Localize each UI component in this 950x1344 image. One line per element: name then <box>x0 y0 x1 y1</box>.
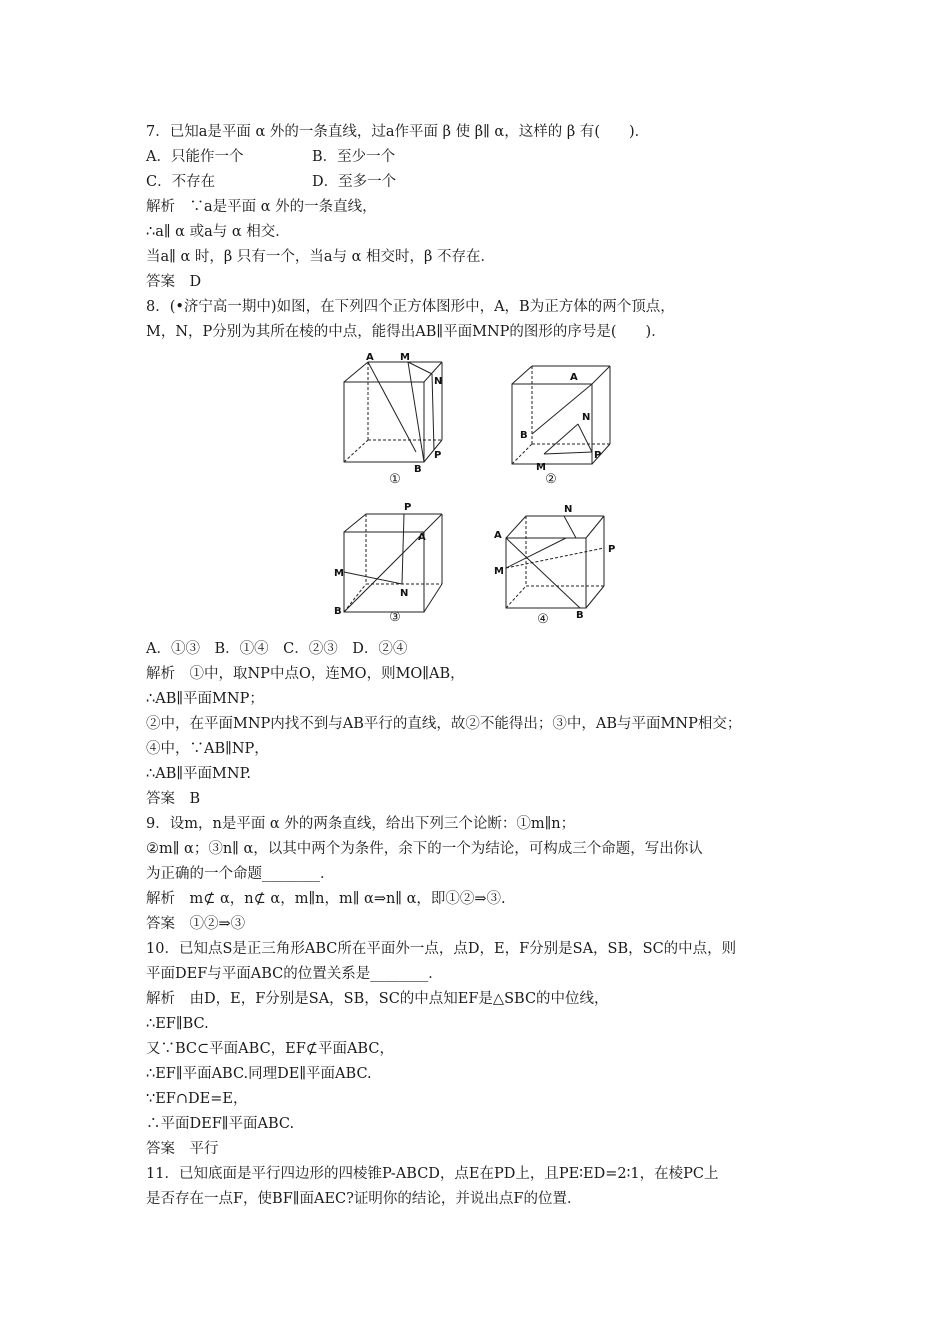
q8-solution-3: ②中，在平面MNP内找不到与AB平行的直线，故②不能得出；③中，AB与平面MNP相交； <box>146 716 742 732</box>
label-p: P <box>608 544 616 555</box>
q11-stem-2: 是否存在一点F，使BF∥面AEC?证明你的结论，并说出点F的位置． <box>146 1191 582 1207</box>
figure-number-2: ② <box>545 472 557 487</box>
q7-answer: 答案 D <box>146 274 202 290</box>
label-m: M <box>536 462 546 473</box>
q8-stem-1: 8．(•济宁高一期中)如图，在下列四个正方体图形中，A，B为正方体的两个顶点， <box>146 299 675 315</box>
label-p: P <box>404 502 412 513</box>
q10-solution-1: 解析 由D，E，F分别是SA，SB，SC的中点知EF是△SBC的中位线， <box>146 991 609 1007</box>
label-b: B <box>520 430 528 441</box>
label-a: A <box>366 352 374 363</box>
label-p: P <box>434 450 442 461</box>
q7-option-a: A．只能作一个 <box>146 149 244 165</box>
q7-solution-1: 解析 ∵a是平面 α 外的一条直线， <box>146 199 377 215</box>
figure-number-1: ① <box>389 472 401 487</box>
q8-solution-5: ∴AB∥平面MNP. <box>146 766 252 782</box>
q8-solution-2: ∴AB∥平面MNP； <box>146 691 264 707</box>
label-p: P <box>594 450 602 461</box>
q10-solution-5: ∵EF∩DE=E， <box>146 1091 248 1107</box>
label-n: N <box>434 376 443 387</box>
cube-figure-2 <box>506 362 616 487</box>
q7-option-d: D．至多一个 <box>312 174 397 190</box>
label-a: A <box>570 372 578 383</box>
q11-stem-1: 11．已知底面是平行四边形的四棱锥P-ABCD，点E在PD上，且PE∶ED=2∶1，在棱PC上 <box>146 1166 719 1182</box>
label-a: A <box>418 532 426 543</box>
label-n: N <box>564 504 573 515</box>
q7-solution-2: ∴a∥ α 或a与 α 相交． <box>146 224 290 240</box>
label-b: B <box>576 610 584 621</box>
cube-figure-4 <box>494 500 618 627</box>
q7-solution-3: 当a∥ α 时，β 只有一个，当a与 α 相交时，β 不存在． <box>146 249 495 265</box>
figure-number-4: ④ <box>537 612 549 627</box>
cube-figure-1 <box>336 350 456 487</box>
q8-solution-4: ④中，∵AB∥NP， <box>146 741 269 757</box>
q9-stem-3: 为正确的一个命题________． <box>146 866 335 882</box>
label-a: A <box>494 530 502 541</box>
q8-answer: 答案 B <box>146 791 201 807</box>
label-n: N <box>582 412 591 423</box>
q7-option-b: B．至少一个 <box>312 149 396 165</box>
cube-diagram-3 <box>334 500 454 617</box>
cube-diagram-2 <box>506 362 616 473</box>
cube-figure-3 <box>334 500 454 625</box>
q7-option-c: C．不存在 <box>146 174 216 190</box>
cube-diagram-1 <box>336 350 456 475</box>
label-b: B <box>334 606 342 617</box>
q10-solution-6: ∴平面DEF∥平面ABC. <box>146 1116 295 1132</box>
q9-answer: 答案 ①②⇒③ <box>146 916 246 932</box>
q10-answer: 答案 平行 <box>146 1141 219 1157</box>
label-m: M <box>334 568 344 579</box>
label-m: M <box>494 566 504 577</box>
q9-stem-1: 9．设m，n是平面 α 外的两条直线，给出下列三个论断：①m∥n； <box>146 816 576 832</box>
label-b: B <box>414 464 422 475</box>
q10-solution-2: ∴EF∥BC. <box>146 1016 209 1032</box>
q8-options: A．①③ B．①④ C．②③ D．②④ <box>146 641 408 657</box>
q9-stem-2: ②m∥ α；③n∥ α，以其中两个为条件，余下的一个为结论，可构成三个命题，写出你认 <box>146 841 703 857</box>
q8-stem-2: M，N，P分别为其所在棱的中点，能得出AB∥平面MNP的图形的序号是( )． <box>146 324 666 340</box>
q7-stem: 7．已知a是平面 α 外的一条直线，过a作平面 β 使 β∥ α，这样的 β 有( )． <box>146 124 650 140</box>
q10-stem-1: 10．已知点S是正三角形ABC所在平面外一点，点D，E，F分别是SA，SB，SC的中点，则 <box>146 941 737 957</box>
q9-solution: 解析 m⊄ α，n⊄ α，m∥n，m∥ α⇒n∥ α，即①②⇒③. <box>146 891 506 907</box>
cube-diagram-4 <box>494 500 618 621</box>
figure-number-3: ③ <box>389 610 401 625</box>
label-m: M <box>400 352 410 363</box>
q8-solution-1: 解析 ①中，取NP中点O，连MO，则MO∥AB， <box>146 666 465 682</box>
q10-solution-4: ∴EF∥平面ABC.同理DE∥平面ABC. <box>146 1066 372 1082</box>
q10-stem-2: 平面DEF与平面ABC的位置关系是________． <box>146 966 443 982</box>
q10-solution-3: 又∵BC⊂平面ABC，EF⊄平面ABC， <box>146 1041 394 1057</box>
label-n: N <box>400 588 409 599</box>
